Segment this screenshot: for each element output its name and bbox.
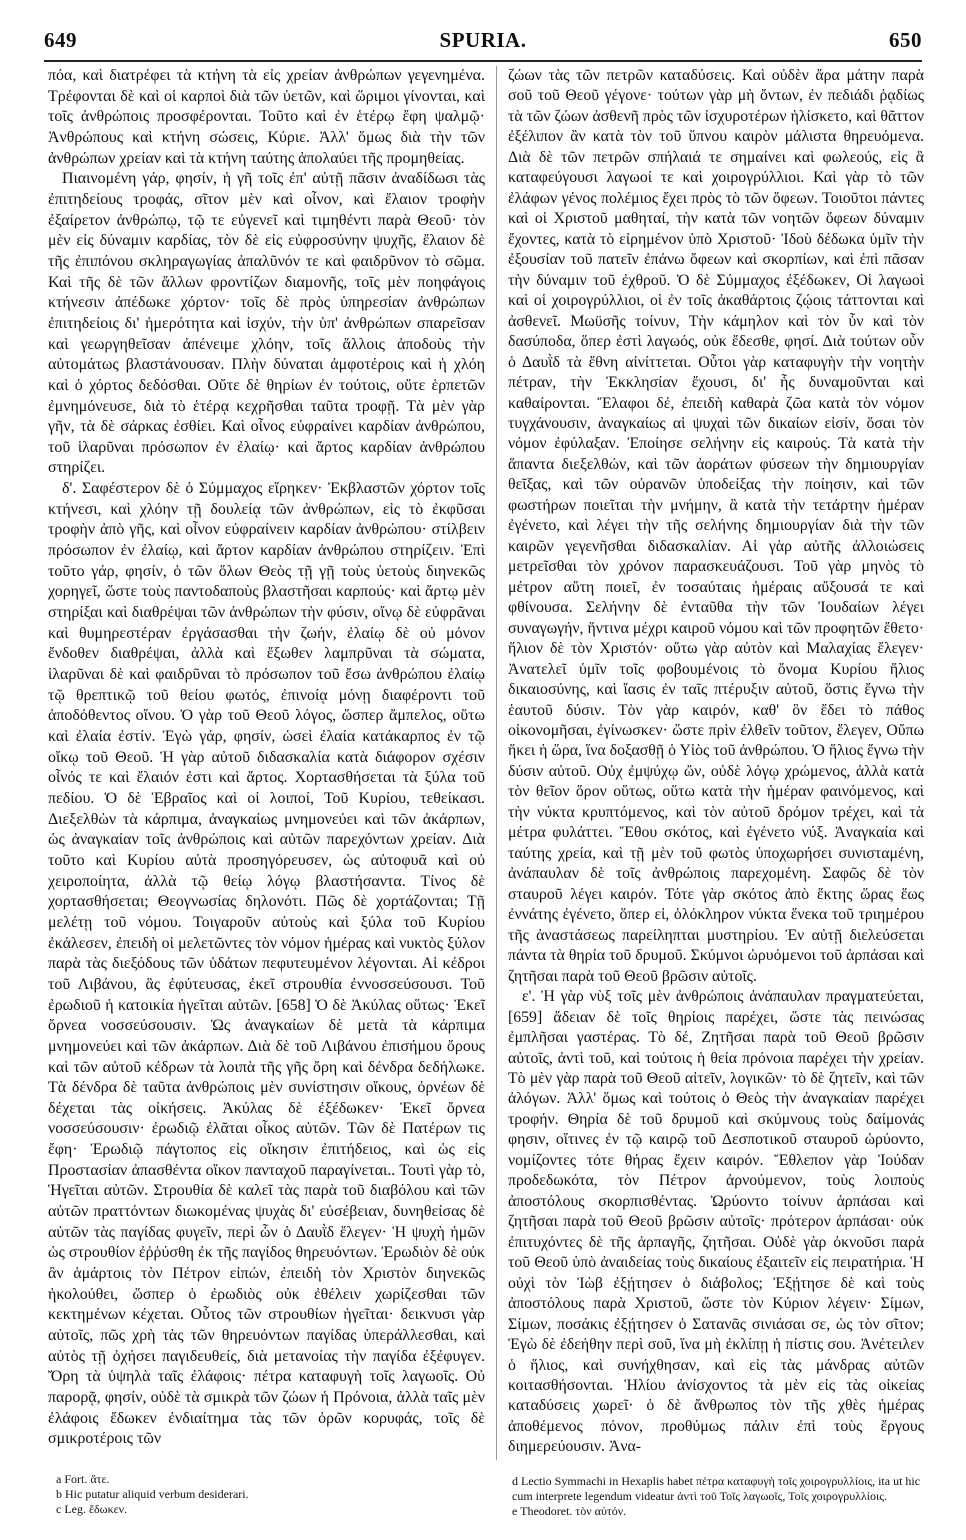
footnotes-right [512, 1474, 924, 1519]
header-rule [44, 60, 922, 62]
right-column [508, 66, 924, 1458]
footnotes-left [56, 1472, 476, 1517]
left-paragraph-3: δ'. Σαφέστερον δὲ ὁ Σύμμαχος εἴρηκεν· Ἐκβλαστῶν χόρτον τοῖς κτήνεσι, καὶ χλόην τῇ δουλείᾳ τῶν ἀνθρώπων, εἰς τὸ ἐκφῦσαι τροφὴν ἀπὸ γῆς, καὶ οἶνον εὐφραίνειν καρδίαν ἀνθρώπου· στίλβειν πρόσωπον ἐν ἐλαίῳ, καὶ ἄρτον καρδίαν ἀνθρώπου στηρίζειν. Ἐπὶ τοῦτο γάρ, φησίν, ὁ τῶν ὅλων Θεὸς τῇ γῇ τοὺς ὑετοὺς διηνεκῶς χορηγεῖ, ὥστε τοὺς παντοδαποὺς βλαστῆσαι καρπούς· καὶ ἄρτῳ μὲν στηρίξαι καὶ διαθρέψαι τῶν ἀνθρώπων τὴν φύσιν, οἴνῳ δὲ εὐφρᾶναι καὶ θυμηρεστέραν ἐργάσασθαι τὴν ζωήν, ἐλαίῳ δὲ οὐ μόνον ἔνδοθεν διαθρέψαι, ἀλλὰ καὶ ἔξωθεν λαμπρῦναι τὰ σώματα, ἱλαρῦναι δὲ καὶ φαιδρῦναι τὸ πρόσωπον τοῦ ἔσω ἀνθρώπου ἐλαίῳ τῷ θρεπτικῷ τοῦ θείου φωτός, ἐπινοίᾳ μόνῃ διαφέροντι τοῦ ἀποδόθεντος οἴνου. Ὁ γὰρ τοῦ Θεοῦ λόγος, ὥσπερ ἄμπελος, οὕτω καὶ ἐλαία ἐστίν. Ἐγὼ γάρ, φησίν, ὡσεὶ ἐλαία κατάκαρπος ἐν τῷ οἴκῳ τοῦ Θεοῦ. Ἡ γὰρ αὐτοῦ διδασκαλία κατὰ διάφορον σχέσιν οἶνός τε καὶ ἔλαιόν ἐστι καὶ ἄρτος. Χορτασθήσεται τὰ ξύλα τοῦ πεδίου. Ὁ δὲ Ἑβραῖος καὶ οἱ λοιποί, Τοῦ Κυρίου, τεθείκασι. Διεξελθὼν τὰ κάρπιμα, ἀναγκαίως μνημονεύει καὶ τῶν ἀκάρπων, ὡς ἀναγκαίαν τοῖς ἀνθρώποις καὶ αὐτῶν παρεχόντων χρείαν. Διὰ τοῦτο καὶ Κυρίου αὐτὰ προσηγόρευσεν, ὡς αὐτοφυᾶ καὶ οὐ χειροποίητα, ἀλλὰ τῷ θείῳ λόγῳ βλαστήσαντα. Τίνος δὲ χορτασθήσεται; Θεογνωσίας δηλονότι. Πῶς δὲ χορτάζονται; Τῇ μελέτῃ τοῦ νόμου. Τοιγαροῦν αὐτοὺς καὶ ξύλα τοῦ Κυρίου ἐκάλεσεν, ἐπειδὴ οἱ μελετῶντες τὸν νόμον ἡμέρας καὶ νυκτὸς ξύλον παρὰ τὰς διεξόδους τῶν ὑδάτων πεφυτευμένον λέγονται. Αἱ κέδροι τοῦ Λιβάνου, ἃς ἐφύτευσας, ἐκεῖ στρουθία ἐννοσσεύσουσι. Τοῦ ἐρωδιοῦ ἡ κατοικία ἡγεῖται αὐτῶν. [658] Ὁ δὲ Ἀκύλας οὕτως· Ἐκεῖ ὄρνεα νοσσεύσουσιν. Ὡς ἀναγκαίων δὲ μετὰ τὰ κάρπιμα μνημονεύει καὶ τῶν ἀκάρπων. Διὰ δὲ τοῦ Λιβάνου ἐπισήμου ὄρους καὶ τῶν αὐτοῦ κέδρων τὰ λοιπὰ τῆς γῆς ὄρη καὶ δένδρα δεδήλωκε. Τὰ δένδρα δὲ ταῦτα ἀνθρώποις μὲν συνίστησιν οἴκους, ὀρνέων δὲ δέχεται τὰς οἰκήσεις. Ἀκύλας δὲ ἐξέδωκεν· Ἐκεῖ ὄρνεα νοσσεύσουσιν· ἐρωδιῷ ἐλᾶται οἶκος αὐτῶν. Τῶν δὲ Πατέρων τις ἔφη· Ἐρωδιῷ πάγτοπος εἰς οἴκησιν ἐπιτήδειος, καὶ ὡς εἰς Προστασίαν ἀπασθέντα οἴκον πανταχοῦ παραγίνεται.. Τουτὶ γὰρ τὸ, Ἡγεῖται αὐτῶν. Στρουθία δὲ καλεῖ τὰς παρὰ τοῦ διαβόλου καὶ τῶν αὐτῶν πραττόντων διωκομένας ψυχὰς δι' εὐσέβειαν, δυνηθείσας δὲ αὐτῶν τὰς παγίδας φυγεῖν, περὶ ὧν ὁ Δαυῒδ ἔλεγεν· Ἡ ψυχὴ ἡμῶν ὡς στρουθίον ἐῤῥύσθη ἐκ τῆς παγίδος θηρευόντων. Ἐρωδιὸν δὲ οὐκ ἂν ἁμάρτοις τὸν Πέτρον εἰπών, ἐπειδὴ τὸν Χριστὸν διηνεκῶς ἠκολούθει, ὥσπερ ὁ ἐρωδιὸς οὐκ ἐθέλειν χωρίζεσθαι τῶν κεκτημένων κέχεται. Οὗτος τῶν στρουθίων ἡγεῖται· δεικνυσι γὰρ αὐτοῖς, πῶς χρὴ τὰς τῶν θηρευόντων παγίδας ὑπεράλλεσθαι, καὶ αὐτὸς τῇ ὀχήσει παγιδευθείς, διὰ μετανοίας τὴν παγίδα ἐξέφυγεν. Ὄρη τὰ ὑψηλὰ ταῖς ἐλάφοις· πέτρα καταφυγὴ τοῖς λαγωοῖς. Οὐ παρορᾷ, φησίν, οὐδὲ τὰ σμικρὰ τῶν ζώων ἡ Πρόνοια, ἀλλὰ ταῖς μὲν ἐλάφοις ἔδωκεν ἐνδιαίτημα τὰς τῶν ὀρῶν κορυφάς, τοῖς δὲ σμικροτέροις τῶν [48, 480, 485, 1448]
right-paragraph-1: ζώων τὰς τῶν πετρῶν καταδύσεις. Καὶ οὐδὲν ἄρα μάτην παρὰ σοῦ τοῦ Θεοῦ γέγονε· τούτων γὰρ μὴ ὄντων, ἐν πεδιάδι ῥᾳδίως τὰ τῶν ζώων ἀσθενῆ πρὸς τῶν ἰσχυροτέρων ἡλίσκετο, καὶ θᾶττον ἐξέλιπον ἂν κατὰ τὸν τοῦ ὕπνου καιρὸν μάλιστα θηρευόμενα. Διὰ δὲ τῶν πετρῶν σπήλαιά τε σημαίνει καὶ φωλεούς, εἰς ἃ καταφεύγουσι λαγωοί τε καὶ χοιρογρύλλιοι. Καὶ γὰρ τὸ τῶν ἐλάφων γένος πολέμιος ἔχει πρὸς τὸ τῶν ὄφεων. Τοιοῦτοι πάντες καὶ οἱ Χριστοῦ μαθηταί, τὴν κατὰ τῶν νοητῶν ὄφεων δύναμιν ἔχοντες, κατὰ τὸ εἰρημένον ὑπὸ Χριστοῦ· Ἰδοὺ δέδωκα ὑμῖν τὴν ἐξουσίαν τοῦ πατεῖν ἐπάνω ὄφεων καὶ σκορπίων, καὶ ἐπὶ πᾶσαν τὴν δύναμιν τοῦ ἐχθροῦ. Ὁ δὲ Σύμμαχος ἐξέδωκεν, Οἱ λαγωοὶ καὶ οἱ χοιρογρύλλιοι, οἱ ἐν τοῖς ἀκαθάρτοις ζῴοις τάττονται καὶ ἀσθενεῖ. Μωϋσῆς τοίνυν, Τὴν κάμηλον καὶ τὸν ὗν καὶ τὸν δασύποδα, ὅπερ ἐστὶ λαγωός, οὐκ ἔδεσθε, φησί. Διὰ τούτων οὖν ὁ Δαυῒδ τὰ ἔθνη αἰνίττεται. Οὗτοι γὰρ καταφυγὴν τὴν νοητὴν πέτραν, τὴν Ἐκκλησίαν ἔχουσι, δι' ἧς δυναμοῦνται καὶ καθαίρονται. Ἔλαφοι δέ, ἐπειδὴ καθαρὰ ζῶα κατὰ τὸν νόμον τυγχάνουσιν, ἀναγκαίως αἱ ψυχαὶ τῶν δικαίων εἰσίν, ὅσαι τὸν νόμον ἐφύλαξαν. Ἐποίησε σελήνην εἰς καιρούς. Τὰ κατὰ τὴν ἅπαντα διεξελθών, καὶ τῶν ἀοράτων φύσεων τὴν δημιουργίαν θεῖξας, καὶ τῶν οὐρανῶν ὑποδείξας τὴν ποίησιν, καὶ τῶν φωστήρων ποιεῖται τὴν μνήμην, ἃ κατὰ τὴν τετάρτην ἡμέραν ἐγένετο, καὶ λέγει τὴν τῆς σελήνης δημιουργίαν διὰ τὴν τῶν καιρῶν γεγενῆσθαι διδασκαλίαν. Αἱ γὰρ αὐτῆς ἀλλοιώσεις μετρεῖσθαι τὸν χρόνον παρασκευάζουσι. Τοῦ γὰρ μηνὸς τὸ μέτρον αὕτη ποιεῖ, ἐν τοσαύταις ἡμέραις αὔξουσά τε καὶ φθίνουσα. Σελήνην δὲ ἐνταῦθα τὴν τῶν Ἰουδαίων λέγει συναγωγήν, ἥντινα μέχρι καιροῦ νόμου καὶ τῶν προφητῶν ἔθετο· ἥλιον δὲ τὸν Χριστόν· οὕτω γὰρ αὐτὸν καὶ Μαλαχίας ἔλεγεν· Ἀνατελεῖ ὑμῖν τοῖς φοβουμένοις τὸ ὄνομα Κυρίου ἥλιος δικαιοσύνης, καὶ ἴασις ἐν ταῖς πτέρυξιν αὐτοῦ, ὅστις ἔγνω τὴν ἑαυτοῦ δύσιν. Τὸν γὰρ καιρόν, καθ' ὃν ἔδει τὸ πάθος οἰκονομῆσαι, ἐγίνωσκεν· ὥστε πρὶν ἐλθεῖν τοῦτον, ἔλεγεν, Οὔπω ἥκει ἡ ὥρα, ἵνα δοξασθῇ ὁ Υἱὸς τοῦ ἀνθρώπου. Ὁ ἥλιος ἔγνω τὴν δύσιν αὐτοῦ. Οὐχ ἐμψύχῳ ὤν, οὐδὲ λόγῳ χρώμενος, ἀλλὰ κατὰ τὸν θεῖον ὅρον οὕτως, οὕτω κατὰ τὴν ἡμέραν φαινόμενος, καὶ τὴν νύκτα κρυπτόμενος, καὶ τὸν αὐτοῦ δρόμον τρέχει, καὶ τὰ μέτρα φυλάττει. Ἔθου σκότος, καὶ ἐγένετο νύξ. Ἀναγκαία καὶ ταύτης χρεία, καὶ τῇ μὲν τοῦ φωτὸς ὑποχωρήσει συνισταμένη, ἀνάπαυλαν δὲ τοῖς ἀνθρώποις παρεχομένη. Σαφῶς δὲ τὸν σταυροῦ λέγει καιρόν. Τότε γὰρ σκότος ἀπὸ ἕκτης ὥρας ἕως ἐννάτης ἐγένετο, ὅπερ εἰ, ὁλόκληρον νύκτα ἕνεκα τοῦ τριημέρου τῆς ἀναστάσεως παρείληπται μυστηρίου. Ἐν αὐτῇ διελεύσεται πάντα τὰ θηρία τοῦ δρυμοῦ. Σκύμνοι ὠρυόμενοι τοῦ ἁρπάσαι καὶ ζητῆσαι παρὰ τοῦ Θεοῦ βρῶσιν αὐτοῖς. [508, 67, 924, 985]
left-column [48, 66, 485, 1450]
page-number-right: 650 [889, 28, 922, 52]
page-number-left: 649 [44, 28, 77, 52]
right-paragraph-2: ε'. Ἡ γὰρ νὺξ τοῖς μὲν ἀνθρώποις ἀνάπαυλαν πραγματεύεται, [659] ἄδειαν δὲ τοῖς θηρίοις παρέχει, ὥστε τὰς πεινώσας ἐμπλῆσαι γαστέρας. Τὸ δέ, Ζητῆσαι παρὰ τοῦ Θεοῦ βρῶσιν αὐτοῖς, ἀντὶ τοῦ, καὶ τούτοις ἡ θεία πρόνοια παρέχει τὴν χρείαν. Τὸ μὲν γὰρ παρὰ τοῦ Θεοῦ αἰτεῖν, λογικῶν· τὸ δὲ ζητεῖν, καὶ τῶν ἀλόγων. Ἀλλ' ὅμως καὶ τούτοις ὁ Θεὸς τὴν ἀναγκαίαν παρέχει τροφήν. Θηρία δὲ τοῦ δρυμοῦ καὶ σκύμνους τοὺς δαίμονάς φησιν, οἵτινες ἐν τῷ καιρῷ τοῦ Δεσποτικοῦ σταυροῦ ὠρύοντο, νομίζοντες τότε θήρας ἔχειν καιρόν. Ἔθλεπον γὰρ Ἰούδαν προδεδωκότα, τὸν Πέτρον ἀρνούμενον, τοὺς λοιποὺς ἀποστόλους σκορπισθέντας. Ὠρύοντο τοίνυν ἁρπάσαι καὶ ζητῆσαι παρὰ τοῦ Θεοῦ βρῶσιν αὐτοῖς· πρότερον ἁρπάσαι· οὐκ ἐπιτυχόντες δὲ τῆς ἁρπαγῆς, ζητῆσαι. Οὐδὲ γὰρ ὀκνοῦσι παρὰ τοῦ Θεοῦ ὑπὸ ἀναιδείας τοὺς δικαίους ἐξαιτεῖν εἰς πειρατήρια. Ἡ οὐχὶ τὸν Ἰὼβ ἐξῄτησεν ὁ διάβολος; Ἐξῄτησε δὲ καὶ τοὺς ἀποστόλους παρὰ Χριστοῦ, ὥστε τὸν Κύριον λέγειν· Σίμων, Σίμων, ποσάκις ἐξῄτησεν ὁ Σατανᾶς σινιάσαι σε, ὡς τὸν σῖτον; Ἐγὼ δὲ ἐδεήθην περὶ σοῦ, ἵνα μὴ ἐκλίπῃ ἡ πίστις σου. Ἀνέτειλεν ὁ ἥλιος, καὶ συνήχθησαν, καὶ εἰς τὰς μάνδρας αὐτῶν κοιτασθήσονται. Ἡλίου ἀνίσχοντος τὰ μὲν εἰς τὰς οἰκείας καταδύσεις χωρεῖ· ὁ δὲ ἄνθρωπος τὸν τῆς χθὲς ἡμέρας ἀποθέμενος πόνον, προθύμως πάλιν ἐπὶ τοὺς ἔργους διημερεύουσιν. Ἀνα- [508, 988, 924, 1456]
footnote: c Leg. ἔδωκεν. [56, 1502, 128, 1516]
column-divider [496, 66, 497, 1460]
running-title: SPURIA. [439, 28, 527, 52]
footnote: b Hic putatur aliquid verbum desiderari. [56, 1487, 249, 1501]
footnote: e Theodoret. τὸν αὐτόν. [512, 1504, 627, 1518]
left-paragraph-1: πόα, καὶ διατρέφει τὰ κτήνη τὰ εἰς χρείαν ἀνθρώπων γεγενημένα. Τρέφονται δὲ καὶ οἱ καρποὶ διὰ τῶν ὑετῶν, καὶ ὥριμοι γίνονται, καὶ τοῖς ἀνθρώποις προσφέρονται. Τοῦτο καὶ ἐν ἑτέρῳ ἔφη ψαλμῷ· Ἀνθρώπους καὶ κτήνη σώσεις, Κύριε. Ἀλλ' ὅμως διὰ τὴν τῶν ἀνθρώπων χρείαν καὶ τὰ κτήνη ταύτης ἀπολαύει τῆς προμηθείας. [48, 67, 485, 167]
footnote: d Lectio Symmachi in Hexaplis habet πέτρα καταφυγὴ τοῖς χοιρογρυλλίοις, ita ut hic cum interprete legendum videatur ἀντὶ τοῦ Τοῖς λαγωοῖς, Τοῖς χοιρογρυλλίοις. [512, 1474, 921, 1503]
page-header [44, 28, 922, 58]
left-paragraph-2: Πιαινομένη γάρ, φησίν, ἡ γῆ τοῖς ἐπ' αὐτῇ πᾶσιν ἀναδίδωσι τὰς ἐπιτηδείους τροφάς, σῖτον μὲν καὶ οἶνον, καὶ ἔλαιον τροφὴν ἐξαίρετον ἀνθρώπῳ, τῷ τε εὐγενεῖ καὶ τιμηθέντι παρὰ Θεοῦ· τὸν μὲν εἰς δύναμιν καρδίας, τὸν δὲ εἰς εὐφροσύνην ψυχῆς, ἔλαιον δὲ τῆς ἐπιπόνου σκληραγωγίας ἀπαλῦνόν τε καὶ φαιδρῦνον τὸ σῶμα. Καὶ τῆς δὲ τῶν ἄλλων φροντίζων διαμονῆς, τοῖς μὲν ποηφάγοις κτήνεσιν ἀπέδωκε χόρτον· τοῖς δὲ πρὸς ὑπηρεσίαν ἀνθρώπων ἐπιτηδείοις δι' ἡμερότητα καὶ ἰσχύν, τὴν ὑπ' ἀνθρώπων σπαρεῖσαν καὶ γεωργηθεῖσαν ἀπένειμε χλόην, τοῖς ἄλλοις ἀποδοὺς τὴν αὐτομάτως βλαστάνουσαν. Πλὴν δύναται ἀμφοτέροις καὶ ἡ χλόη καὶ ὁ χόρτος δεδόσθαι. Οὔτε δὲ θηρίων ἐν τούτοις, οὔτε ἑρπετῶν ἐμνημόνευσε, διὰ τὸ ἑτέρᾳ κεχρῆσθαι ταῦτα τροφῇ. Τὰ μὲν γὰρ γῆν, τὰ δὲ σάρκας ἐσθίει. Καὶ οἶνος εὐφραίνει καρδίαν ἀνθρώπου, τοῦ ἱλαρῦναι πρόσωπον ἐν ἐλαίῳ· καὶ ἄρτος καρδίαν ἀνθρώπου στηρίζει. [48, 170, 485, 477]
footnote: a Fort. ἄτε. [56, 1472, 110, 1486]
